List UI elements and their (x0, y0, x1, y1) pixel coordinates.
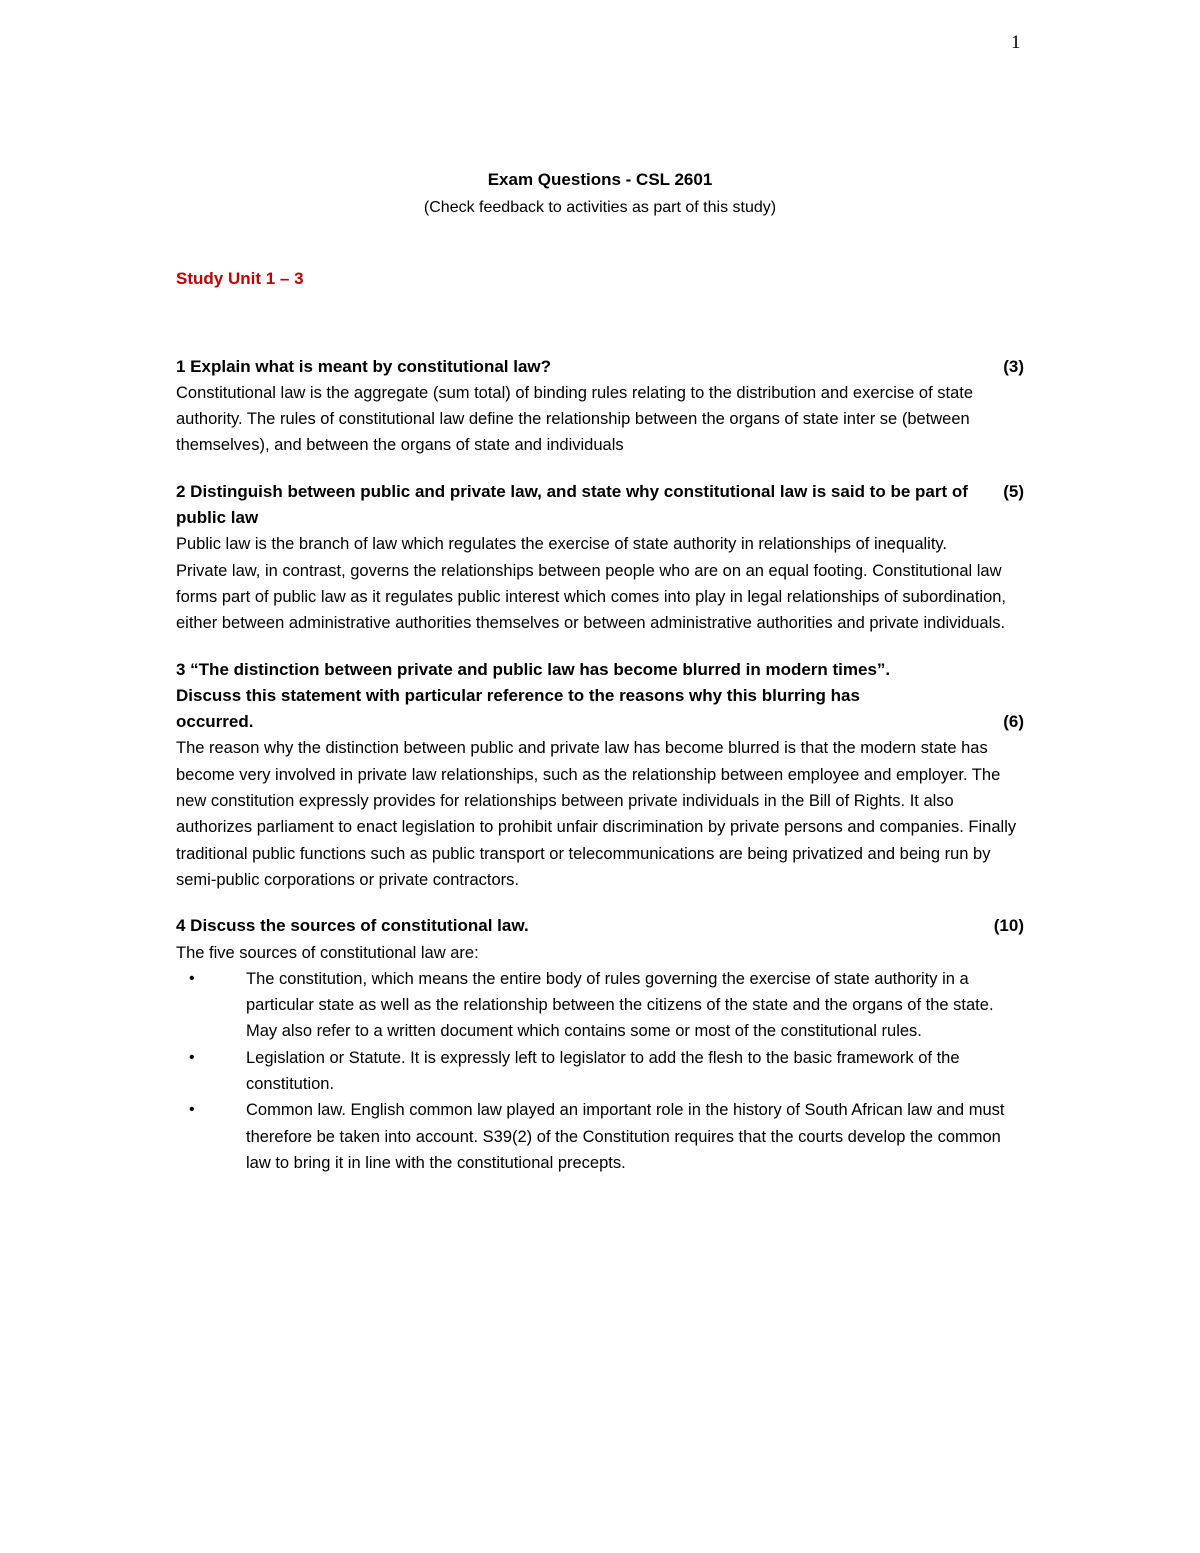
answer-text: The reason why the distinction between public and private law has become blurred is that the modern state has become very involved in private law relationships, such as the relationship between employee and employer. The new constitution expressly provides for relationships between private individuals in the Bill of Rights. It also authorizes parliament to enact legislation to prohibit unfair discrimination by private persons and companies. Finally traditional public functions such as public transport or telecommunications are being privatized and being run by semi-public corporations or private contractors. (176, 739, 1017, 889)
question-text-line-with-marks (176, 709, 1024, 735)
list-item (189, 1045, 1024, 1098)
list-item-text: Common law. English common law played an important role in the history of South African law and must therefore be taken into account. S39(2) of the Constitution requires that the courts develop the common law to bring it in line with the constitutional precepts. (246, 1101, 1005, 1172)
question-text-line: Discuss this statement with particular reference to the reasons why this blurring has (176, 685, 860, 705)
list-item-text: Legislation or Statute. It is expressly left to legislator to add the flesh to the basic framework of the constitution. (246, 1048, 960, 1094)
question-text-line: occurred. (176, 712, 254, 732)
sources-list (176, 966, 1024, 1176)
question-2 (176, 479, 1024, 637)
bullet-icon: • (189, 969, 195, 987)
answer-intro: The five sources of constitutional law are: (176, 943, 479, 962)
question-text: 4 Discuss the sources of constitutional law. (176, 916, 529, 936)
question-3 (176, 657, 1024, 894)
study-unit-heading: Study Unit 1 – 3 (176, 269, 304, 289)
answer-text: Constitutional law is the aggregate (sum total) of binding rules relating to the distribution and exercise of state authority. The rules of constitutional law define the relationship between the organs of state inter se (between themselves), and between the organs of state and individuals (176, 383, 974, 455)
question-marks: (3) (1003, 356, 1024, 376)
question-text-line: 3 “The distinction between private and public law has become blurred in modern times”. (176, 659, 891, 679)
list-item (189, 966, 1024, 1045)
bullet-icon: • (189, 1048, 195, 1066)
document-body (176, 167, 1024, 1176)
question-1 (176, 354, 1024, 459)
question-4 (176, 913, 1024, 1176)
document-title: Exam Questions - CSL 2601 (487, 170, 713, 189)
question-heading (176, 479, 1024, 532)
question-heading (176, 354, 1024, 380)
question-text: 2 Distinguish between public and private law, and state why constitutional law is said to be part of public law (176, 481, 968, 528)
question-heading (176, 913, 1024, 939)
question-heading (176, 657, 1024, 736)
question-text: 1 Explain what is meant by constitutional law? (176, 356, 552, 376)
document-subtitle: (Check feedback to activities as part of this study) (423, 199, 777, 216)
answer-text: Private law, in contrast, governs the relationships between people who are on an equal footing. Constitutional law forms part of public law as it regulates public interest which comes into play in legal relationships of subordination, either between administrative authorities themselves or between administrative authorities and private individuals. (176, 561, 1007, 633)
question-marks: (6) (1003, 712, 1024, 732)
list-item-text: The constitution, which means the entire body of rules governing the exercise of state authority in a particular state as well as the relationship between the citizens of the state and the organs of the state. May also refer to a written document which contains some or most of the constitutional rules. (246, 969, 994, 1041)
bullet-icon: • (189, 1101, 195, 1119)
page-number: 1 (1011, 32, 1021, 53)
question-marks: (10) (993, 916, 1024, 936)
question-marks: (5) (1003, 481, 1024, 501)
list-item (189, 1097, 1024, 1176)
answer-text: Public law is the branch of law which regulates the exercise of state authority in relationships of inequality. (176, 535, 948, 554)
